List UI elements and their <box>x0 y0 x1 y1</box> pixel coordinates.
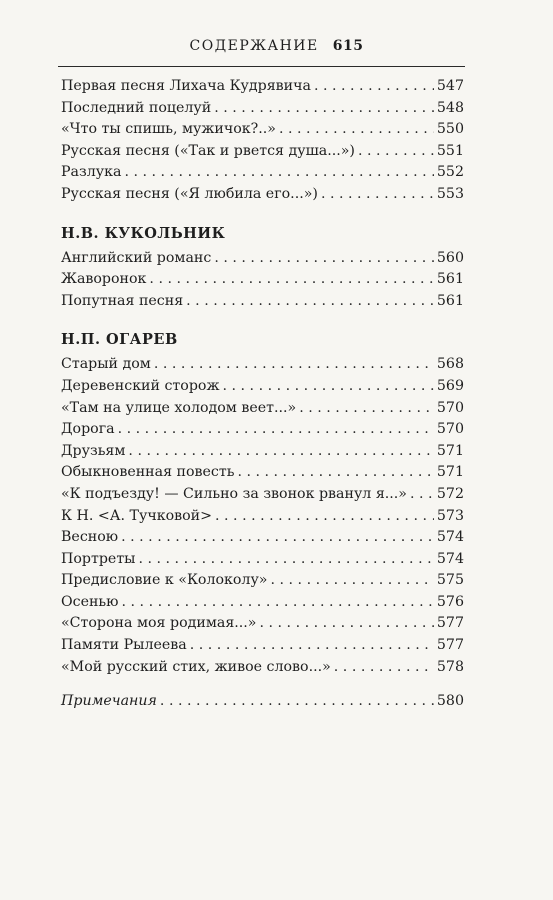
entry-page: 561 <box>436 292 464 309</box>
entry-title: Разлука <box>61 164 122 181</box>
toc-entry <box>61 354 464 376</box>
toc-entry <box>61 76 464 98</box>
toc-entry <box>61 570 464 592</box>
leader-dots <box>215 506 434 528</box>
entry-page: 577 <box>436 637 464 654</box>
entry-title: Первая песня Лихача Кудрявича <box>61 78 311 94</box>
toc-entry <box>61 141 464 163</box>
toc-entry <box>61 549 464 571</box>
leader-dots <box>214 98 434 120</box>
entry-page: 575 <box>436 572 464 589</box>
leader-dots <box>270 570 433 592</box>
toc-entry <box>61 98 464 120</box>
entry-title: Предисловие к «Колоколу» <box>61 572 268 589</box>
leader-dots <box>334 657 434 679</box>
entry-title: «К подъезду! — Сильно за звонок рванул я...» <box>61 485 407 502</box>
table-of-contents <box>61 76 464 713</box>
leader-dots <box>190 635 434 657</box>
entry-title: Русская песня («Так и рвется душа...») <box>61 142 355 159</box>
toc-entry <box>61 248 464 270</box>
entry-page: 570 <box>436 421 464 438</box>
entry-page: 577 <box>436 615 464 632</box>
leader-dots <box>118 419 434 441</box>
toc-entry <box>61 119 464 141</box>
entry-title: Обыкновенная повесть <box>61 464 235 481</box>
toc-entry <box>61 635 464 657</box>
toc-entry <box>61 613 464 635</box>
entry-page: 580 <box>436 693 464 710</box>
entry-title: «Сторона моя родимая...» <box>61 615 257 632</box>
entry-page: 561 <box>436 271 464 288</box>
section-heading: Н.П. ОГАРЕВ <box>61 331 178 349</box>
entry-page: 576 <box>436 593 464 610</box>
entry-title: Последний поцелуй <box>61 99 212 116</box>
toc-entry <box>61 184 464 206</box>
entry-title: К Н. <А. Тучковой> <box>61 507 213 524</box>
entry-title: Портреты <box>61 550 136 567</box>
leader-dots <box>160 691 434 713</box>
entry-page: 547 <box>436 78 464 94</box>
leader-dots <box>314 76 434 98</box>
entry-title: Попутная песня <box>61 292 184 309</box>
entry-page: 551 <box>436 142 464 159</box>
toc-entry <box>61 419 464 441</box>
leader-dots <box>138 549 433 571</box>
entry-page: 571 <box>436 442 464 459</box>
entry-page: 569 <box>436 377 464 394</box>
header-rule <box>58 66 465 67</box>
entry-page: 574 <box>436 529 464 546</box>
entry-title: Старый дом <box>61 356 151 373</box>
entry-page: 578 <box>436 658 464 675</box>
toc-entry <box>61 527 464 549</box>
leader-dots <box>223 376 434 398</box>
entry-title: Дорога <box>61 421 115 438</box>
leader-dots <box>237 462 433 484</box>
entry-page: 571 <box>436 464 464 481</box>
toc-entry <box>61 269 464 291</box>
entry-title: Примечания <box>61 693 157 710</box>
leader-dots <box>186 291 434 313</box>
leader-dots <box>124 162 433 184</box>
entry-page: 553 <box>436 185 464 202</box>
entry-title: Жаворонок <box>61 271 147 288</box>
toc-entry <box>61 462 464 484</box>
toc-entry <box>61 484 464 506</box>
entry-title: «Мой русский стих, живое слово...» <box>61 658 331 675</box>
entry-title: Памяти Рылеева <box>61 637 187 654</box>
toc-entry <box>61 162 464 184</box>
entry-title: «Там на улице холодом веет...» <box>61 399 297 416</box>
entry-page: 560 <box>436 249 464 266</box>
entry-page: 568 <box>436 356 464 373</box>
page-number: 615 <box>332 38 364 54</box>
entry-page: 574 <box>436 550 464 567</box>
toc-entry <box>61 506 464 528</box>
leader-dots <box>259 613 433 635</box>
toc-entry <box>61 398 464 420</box>
entry-title: Русская песня («Я любила его...») <box>61 185 318 202</box>
entry-page: 548 <box>436 99 464 116</box>
running-header-title: СОДЕРЖАНИЕ <box>189 38 319 54</box>
entry-page: 572 <box>436 485 464 502</box>
running-header <box>0 38 553 54</box>
leader-dots <box>149 269 433 291</box>
leader-dots <box>279 119 434 141</box>
toc-entry-notes <box>61 691 464 713</box>
leader-dots <box>358 141 434 163</box>
entry-page: 550 <box>436 121 464 138</box>
toc-entry <box>61 441 464 463</box>
entry-title: Английский романс <box>61 249 212 266</box>
leader-dots <box>410 484 434 506</box>
leader-dots <box>122 592 434 614</box>
leader-dots <box>299 398 434 420</box>
leader-dots <box>321 184 434 206</box>
spacer <box>61 678 464 691</box>
leader-dots <box>154 354 434 376</box>
entry-title: «Что ты спишь, мужичок?..» <box>61 121 276 138</box>
entry-title: Деревенский сторож <box>61 377 220 394</box>
toc-entry <box>61 592 464 614</box>
entry-title: Осенью <box>61 593 119 610</box>
entry-title: Весною <box>61 529 119 546</box>
section-heading: Н.В. КУКОЛЬНИК <box>61 224 226 242</box>
entry-title: Друзьям <box>61 442 126 459</box>
toc-entry <box>61 291 464 313</box>
entry-page: 573 <box>436 507 464 524</box>
leader-dots <box>214 248 434 270</box>
toc-entry <box>61 657 464 679</box>
entry-page: 552 <box>436 164 464 181</box>
entry-page: 570 <box>436 399 464 416</box>
leader-dots <box>128 441 433 463</box>
toc-entry <box>61 376 464 398</box>
leader-dots <box>121 527 434 549</box>
